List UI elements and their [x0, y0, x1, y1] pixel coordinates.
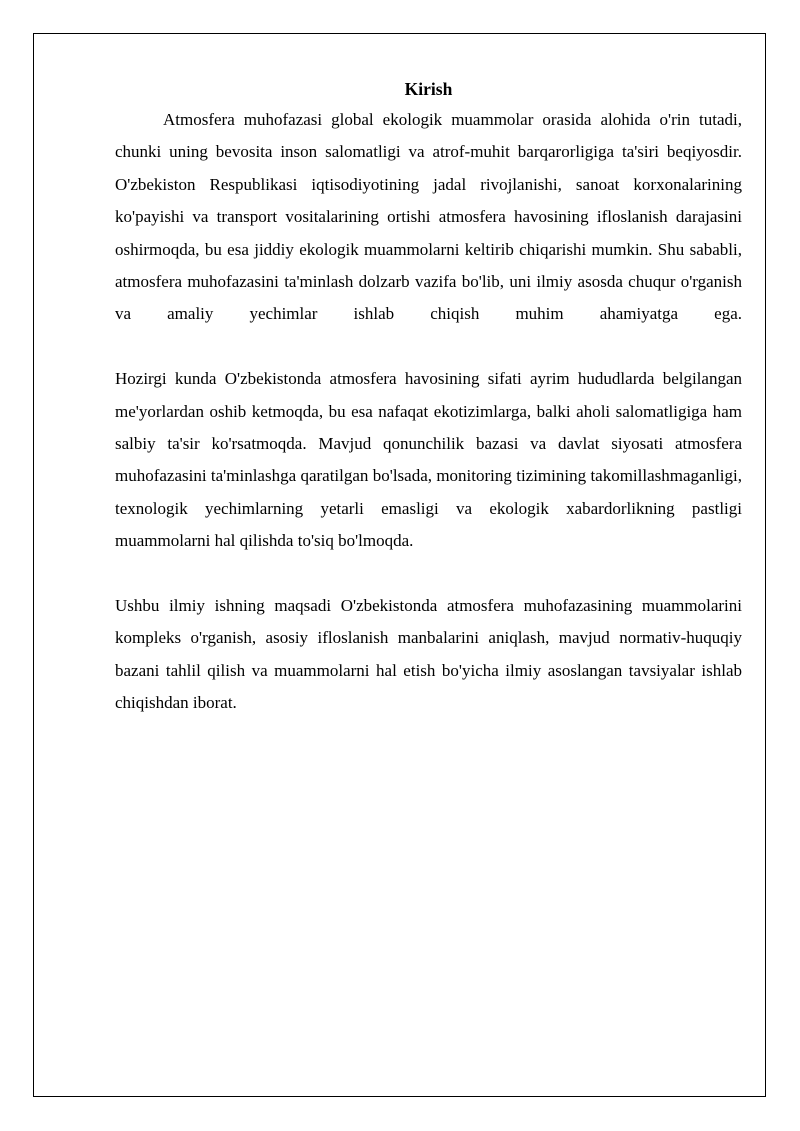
- paragraph-current-situation: Hozirgi kunda O'zbekistonda atmosfera havosining sifati ayrim hududlarda belgilangan me'yorlardan oshib ketmoqda, bu esa nafaqat ekotizimlarga, balki aholi salomatligiga ham salbiy ta'sir ko'rsatmoqda. Mavjud qonunchilik bazasi va davlat siyosati atmosfera muhofazasini ta'minlashga qaratilgan bo'lsada, monitoring tizimining takomillashmaganligi, texnologik yechimlarning yetarli emasligi va ekologik xabardorlikning pastligi muammolarni hal qilishda to'siq bo'lmoqda.: [115, 369, 742, 551]
- paragraph-introduction: Atmosfera muhofazasi global ekologik muammolar orasida alohida o'rin tutadi, chunki uning bevosita inson salomatligi va atrof-muhit barqarorligiga ta'siri beqiyosdir. O'zbekiston Respublikasi iqtisodiyotining jadal rivojlanishi, sanoat korxonalarining ko'payishi va transport vositalarining ortishi atmosfera havosining ifloslanish darajasini oshirmoqda, bu esa jiddiy ekologik muammolarni keltirib chiqarishi mumkin. Shu sababli, atmosfera muhofazasini ta'minlash dolzarb vazifa bo'lib, uni ilmiy asosda chuqur o'rganish va amaliy yechimlar ishlab chiqish muhim ahamiyatga ega.: [115, 110, 742, 324]
- paragraph-research-goal: Ushbu ilmiy ishning maqsadi O'zbekistonda atmosfera muhofazasining muammolarini kompleks o'rganish, asosiy ifloslanish manbalarini aniqlash, mavjud normativ-huquqiy bazani tahlil qilish va muammolarni hal etish bo'yicha ilmiy asoslangan tavsiyalar ishlab chiqishdan iborat.: [115, 596, 742, 713]
- page-title: Kirish: [404, 79, 453, 99]
- document-body: [115, 74, 742, 720]
- paragraph-spacer: [115, 558, 742, 590]
- paragraph-spacer: [115, 331, 742, 363]
